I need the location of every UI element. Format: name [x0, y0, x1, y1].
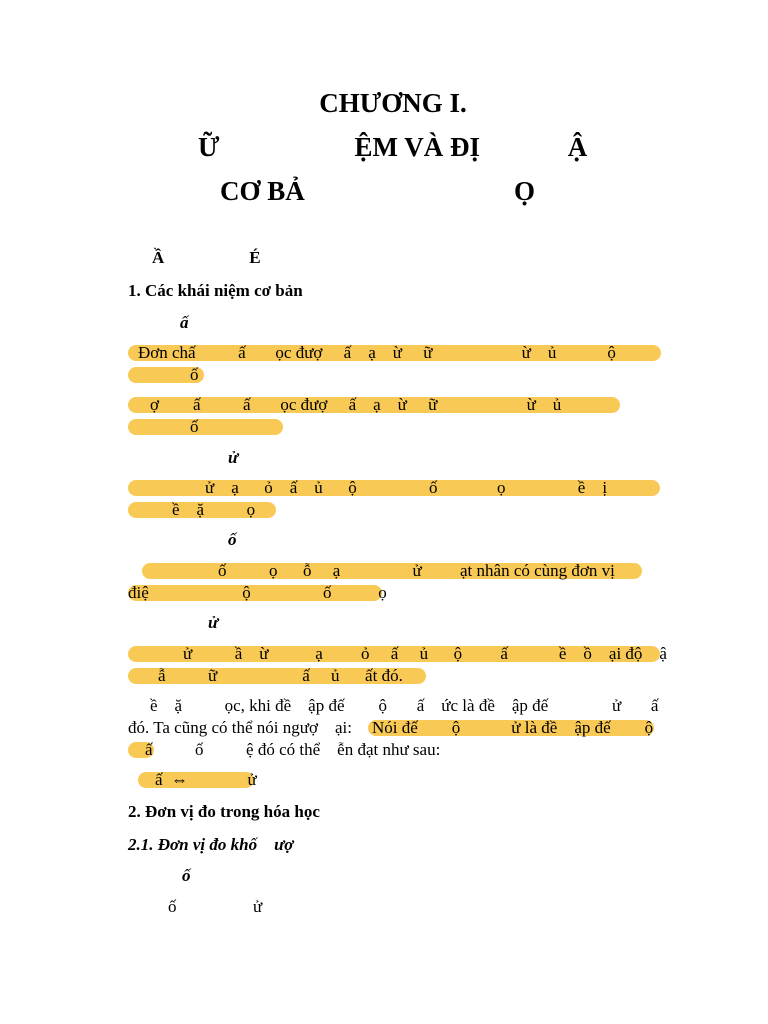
- term-text: ố: [182, 866, 191, 885]
- term-molecule: ử: [228, 448, 239, 467]
- definition-text: điệ ộ ố ọ: [128, 583, 387, 602]
- body-text: ố ử: [168, 897, 263, 916]
- definition-text: ử ạ ỏ ấ ủ ộ ố ọ ề ị: [205, 478, 608, 497]
- paragraph-text: đó. Ta cũng có thể nói ngượ ại:: [128, 718, 357, 737]
- definition-text: ố: [190, 417, 199, 436]
- equivalence-statement: ấ ⇔ ử: [155, 770, 257, 789]
- definition-text: ợ ấ ấ ọc đượ ấ ạ ừ ữ ừ ủ: [150, 395, 562, 414]
- chapter-title: CHƯƠNG I.: [319, 88, 467, 118]
- highlight: [128, 419, 283, 435]
- term-element-number: ố: [228, 530, 237, 549]
- heading-mass-units: 2.1. Đơn vị đo khố ượ: [128, 835, 294, 854]
- section-heading-a: Ầ É: [152, 248, 261, 267]
- paragraph-text: ấ ố ệ đó có thể ễn đạt như sau:: [145, 740, 441, 759]
- term-element: ấ: [180, 313, 189, 332]
- definition-text: ử ầ ừ ạ ỏ ấ ủ ộ ấ ề ồ ại độ ậ: [183, 644, 667, 663]
- paragraph-text: ề ặ ọc, khi đề ập đế ộ ấ ức là đề ập đế ử ấ: [150, 696, 659, 715]
- paragraph-highlighted-text: Nói đế ộ ử là đề ập đế ộ: [372, 718, 654, 737]
- definition-text: Đơn chấ ấ ọc đượ ấ ạ ừ ữ ừ ủ ộ: [138, 343, 616, 362]
- chapter-subtitle-line-1: Ữ ỆM VÀ ĐỊ Ậ: [198, 132, 588, 162]
- definition-text: ẫ ữ ấ ủ ất đó.: [158, 666, 403, 685]
- definition-text: ố: [190, 365, 199, 384]
- definition-text: ố ọ ỗ ạ ử ạt nhân có cùng đơn vị: [218, 561, 615, 580]
- term-atom: ử: [208, 613, 219, 632]
- chapter-subtitle-line-2: CƠ BẢ Ọ: [220, 176, 536, 206]
- heading-basic-concepts: 1. Các khái niệm cơ bản: [128, 281, 303, 300]
- definition-text: ề ặ ọ: [172, 500, 256, 519]
- heading-units: 2. Đơn vị đo trong hóa học: [128, 802, 320, 821]
